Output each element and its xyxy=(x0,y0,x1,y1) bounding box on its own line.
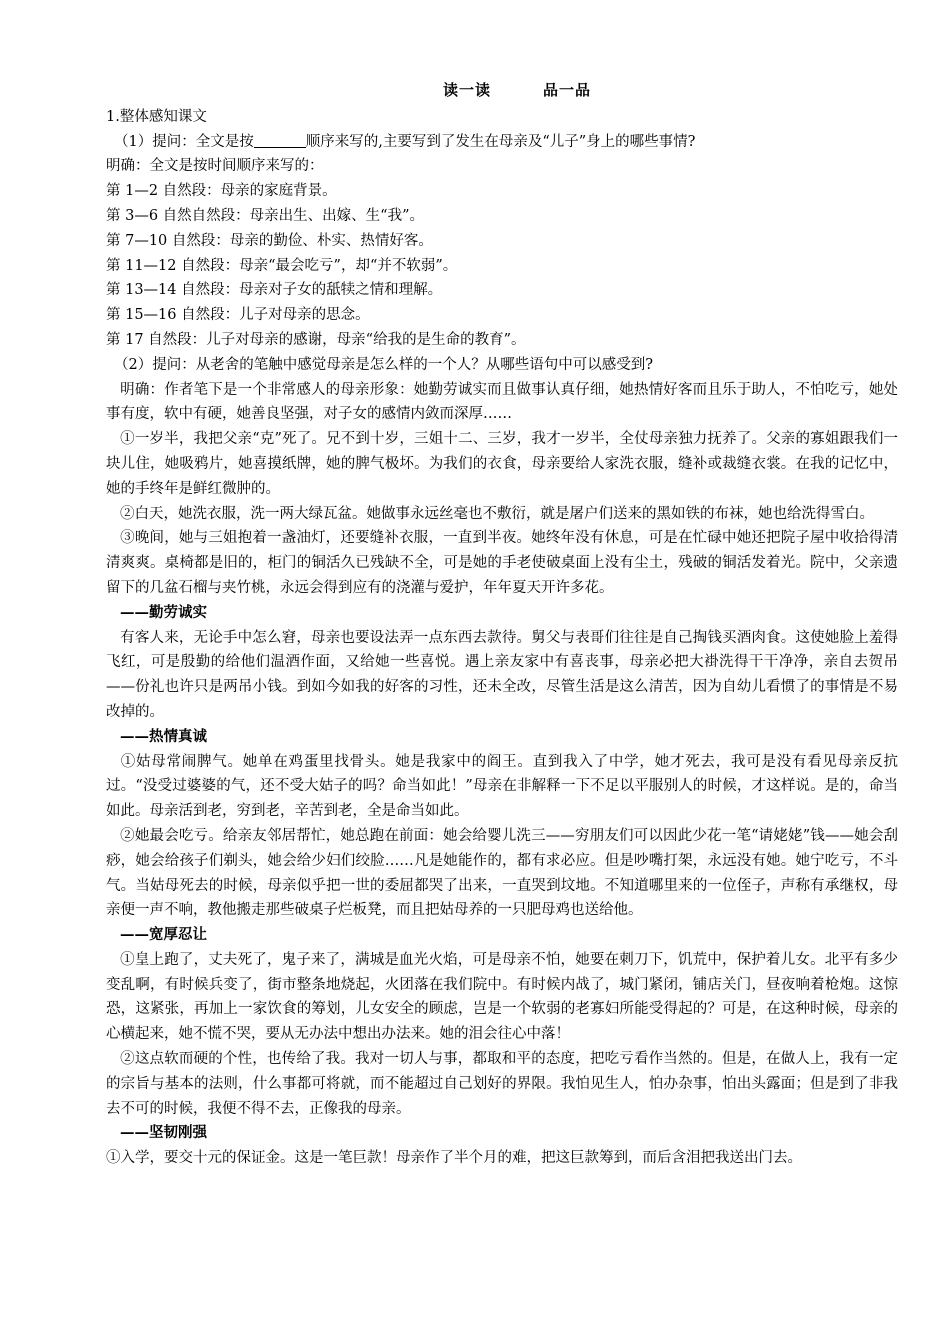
title-right: 品一品 xyxy=(543,81,592,99)
quote-paragraph: ①姑母常闹脾气。她单在鸡蛋里找骨头。她是我家中的阎王。直到我入了中学，她才死去，我可是没有看见母亲反抗过。“没受过婆婆的气，还不受大姑子的吗？命当如此！”母亲在非解释一下不足以平服别人的时候，才这样说。是的，命当如此。母亲活到老，穷到老，辛苦到老，全是命当如此。 xyxy=(106,753,898,820)
quote-paragraph: ③晚间，她与三姐抱着一盏油灯，还要缝补衣服，一直到半夜。她终年没有休息，可是在忙碌中她还把院子屋中收拾得清清爽爽。桌椅都是旧的，柜门的铜活久已残缺不全，可是她的手老使破桌面上没有尘土，残破的铜活发着光。院中，父亲遗留下的几盆石榴与夹竹桃，永远会得到应有的浇灌与爱护，年年夏天开许多花。 xyxy=(106,530,898,596)
section-heading: 1.整体感知课文 xyxy=(106,108,207,125)
quote-paragraph: 有客人来，无论手中怎么窘，母亲也要设法弄一点东西去款待。舅父与表哥们往往是自己掏钱买酒肉食。这使她脸上羞得飞红，可是殷勤的给他们温酒作面，又给她一些喜悦。遇上亲友家中有喜丧事，母亲必把大褂洗得干干净净，亲自去贺吊——份礼也许只是两吊小钱。到如今如我的好客的习性，还未全改，尽管生活是这么清苦，因为自幼儿看惯了的事情是不易改掉的。 xyxy=(106,629,898,720)
quote-paragraph: ①皇上跑了，丈夫死了，鬼子来了，满城是血光火焰，可是母亲不怕，她要在刺刀下，饥荒中，保护着儿女。北平有多少变乱啊，有时候兵变了，街市整条地烧起，火团落在我们院中。有时候内战了，城门紧闭，铺店关门，昼夜响着枪炮。这惊恐，这紧张，再加上一家饮食的筹划，儿女安全的顾虑，岂是一个软弱的老寡妇所能受得起的？可是，在这种时候，母亲的心横起来，她不慌不哭，要从无办法中想出办法来。她的泪会往心中落！ xyxy=(106,951,898,1043)
title-left: 读一读 xyxy=(442,81,491,99)
trait-label: ——坚韧刚强 xyxy=(120,1124,207,1142)
quote-paragraph: ①一岁半，我把父亲“克”死了。兄不到十岁，三姐十二、三岁，我才一岁半，全仗母亲独力抚养了。父亲的寡姐跟我们一块儿住，她吸鸦片，她喜摸纸牌，她的脾气极坏。为我们的衣食，母亲要给人家洗衣服，缝补或裁缝衣裳。在我的记忆中，她的手终年是鲜红微肿的。 xyxy=(106,431,898,497)
page-title xyxy=(106,78,898,103)
question-2: （2）提问：从老舍的笔触中感觉母亲是怎么样的一个人？从哪些语句中可以感受到? xyxy=(114,356,653,373)
trait-label: ——宽厚忍让 xyxy=(120,926,207,944)
outline-item: 第 1—2 自然段：母亲的家庭背景。 xyxy=(106,183,337,200)
quote-paragraph: ②白天，她洗衣服，洗一两大绿瓦盆。她做事永远丝毫也不敷衍，就是屠户们送来的黑如铁的布袜，她也给洗得雪白。 xyxy=(120,505,874,522)
outline-item: 第 13—14 自然段：母亲对子女的舐犊之情和理解。 xyxy=(106,282,443,299)
quote-paragraph: ②这点软而硬的个性，也传给了我。我对一切人与事，都取和平的态度，把吃亏看作当然的。但是，在做人上，我有一定的宗旨与基本的法则，什么事都可将就，而不能超过自己划好的界限。我怕见生人，怕办杂事，怕出头露面；但是到了非我去不可的时候，我便不得不去，正像我的母亲。 xyxy=(106,1051,898,1117)
question-1-prefix: （1）提问：全文是按 xyxy=(114,133,254,150)
quote-paragraph: ②她最会吃亏。给亲友邻居帮忙，她总跑在前面：她会给婴儿洗三——穷朋友们可以因此少花一笔“请姥姥”钱——她会刮痧，她会给孩子们剃头，她会给少妇们绞脸……凡是她能作的，都有求必应。但是吵嘴打架，永远没有她。她宁吃亏，不斗气。当姑母死去的时候，母亲似乎把一世的委屈都哭了出来，一直哭到坟地。不知道哪里来的一位侄子，声称有承继权，母亲便一声不响，教他搬走那些破桌子烂板凳，而且把姑母养的一只肥母鸡也送给他。 xyxy=(106,827,898,919)
quote-paragraph: ①入学，要交十元的保证金。这是一笔巨款！母亲作了半个月的难，把这巨款筹到，而后含泪把我送出门去。 xyxy=(106,1150,802,1167)
question-1 xyxy=(106,130,898,155)
outline-item: 第 17 自然段：儿子对母亲的感谢，母亲“给我的是生命的教育”。 xyxy=(106,331,526,348)
outline-item: 第 7—10 自然段：母亲的勤俭、朴实、热情好客。 xyxy=(106,232,433,249)
trait-label: ——热情真诚 xyxy=(120,727,207,745)
answer-1-intro: 明确：全文是按时间顺序来写的： xyxy=(106,158,324,175)
outline-item: 第 11—12 自然段：母亲“最会吃亏”，却“并不软弱”。 xyxy=(106,257,458,274)
fill-in-blank xyxy=(254,131,306,148)
outline-item: 第 15—16 自然段：儿子对母亲的思念。 xyxy=(106,307,370,324)
answer-2: 明确：作者笔下是一个非常感人的母亲形象：她勤劳诚实而且做事认真仔细，她热情好客而且乐于助人，不怕吃亏，她处事有度，软中有硬，她善良坚强，对子女的感情内敛而深厚…… xyxy=(106,381,898,423)
question-1-suffix: 顺序来写的,主要写到了发生在母亲及“儿子”身上的哪些事情? xyxy=(305,133,696,150)
trait-label: ——勤劳诚实 xyxy=(120,603,207,621)
outline-item: 第 3—6 自然自然段：母亲出生、出嫁、生“我”。 xyxy=(106,207,424,224)
